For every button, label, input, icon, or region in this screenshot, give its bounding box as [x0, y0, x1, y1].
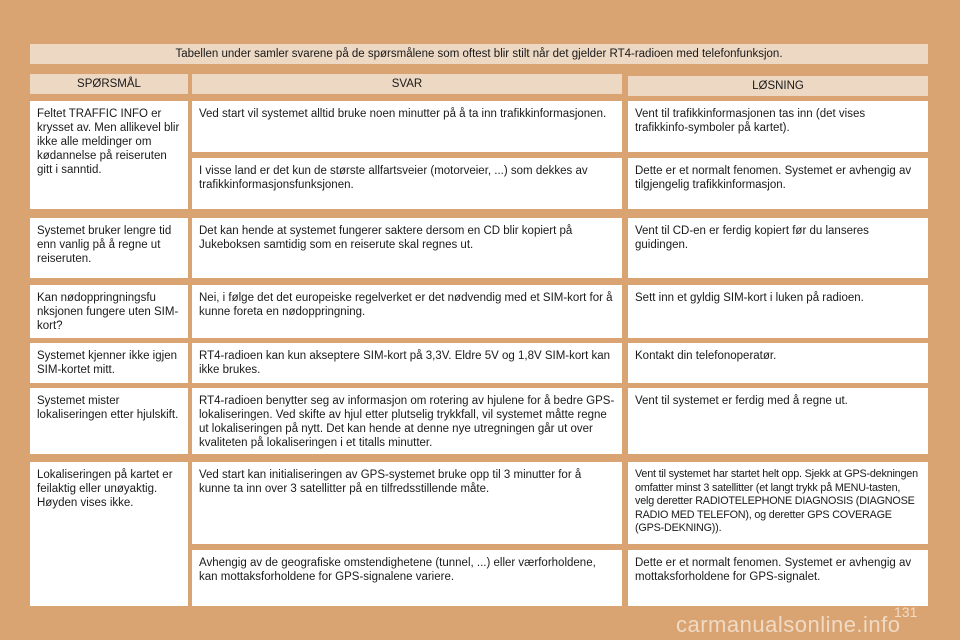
question-cell: Systemet kjenner ikke igjen SIM-kortet mitt. — [30, 343, 188, 383]
header-question: SPØRSMÅL — [30, 74, 188, 94]
solution-cell: Dette er et normalt fenomen. Systemet er avhengig av mottaksforholdene for GPS-signalet. — [628, 550, 928, 606]
header-answer: SVAR — [192, 74, 622, 94]
solution-cell: Vent til systemet er ferdig med å regne ut. — [628, 388, 928, 454]
header-solution: LØSNING — [628, 76, 928, 96]
solution-cell: Vent til trafikkinformasjonen tas inn (det vises trafikkinfo-symboler på kartet). — [628, 101, 928, 152]
question-cell: Systemet mister lokaliseringen etter hjulskift. — [30, 388, 188, 454]
solution-cell: Dette er et normalt fenomen. Systemet er avhengig av tilgjengelig trafikkinformasjon. — [628, 158, 928, 209]
solution-cell: Sett inn et gyldig SIM-kort i luken på radioen. — [628, 285, 928, 338]
answer-cell: Avhengig av de geografiske omstendighetene (tunnel, ...) eller værforholdene, kan mottaksforholdene for GPS-signalene variere. — [192, 550, 622, 606]
solution-cell: Vent til CD-en er ferdig kopiert før du lanseres guidingen. — [628, 218, 928, 278]
page-number: 131 — [894, 604, 918, 620]
solution-cell: Kontakt din telefonoperatør. — [628, 343, 928, 383]
question-cell: Feltet TRAFFIC INFO er krysset av. Men allikevel blir ikke alle meldinger om kødannelse på reiseruten gitt i sanntid. — [30, 101, 188, 209]
question-cell: Kan nødoppringningsfu nksjonen fungere uten SIM-kort? — [30, 285, 188, 338]
watermark-text: carmanualsonline.info — [676, 612, 901, 637]
question-cell: Lokaliseringen på kartet er feilaktig eller unøyaktig. Høyden vises ikke. — [30, 462, 188, 606]
answer-cell: Det kan hende at systemet fungerer saktere dersom en CD blir kopiert på Jukeboksen samtidig som en reiserute skal regnes ut. — [192, 218, 622, 278]
answer-cell: I visse land er det kun de største allfartsveier (motorveier, ...) som dekkes av trafikkinformasjonsfunksjonen. — [192, 158, 622, 209]
answer-cell: Ved start vil systemet alltid bruke noen minutter på å ta inn trafikkinformasjonen. — [192, 101, 622, 152]
answer-cell: Nei, i følge det det europeiske regelverket er det nødvendig med et SIM-kort for å kunne foreta en nødoppringning. — [192, 285, 622, 338]
intro-banner: Tabellen under samler svarene på de spørsmålene som oftest blir stilt når det gjelder RT4-radioen med telefonfunksjon. — [30, 44, 928, 64]
solution-cell: Vent til systemet har startet helt opp. Sjekk at GPS-dekningen omfatter minst 3 satellitter (et langt trykk på MENU-tasten, velg deretter RADIOTELEPHONE DIAGNOSIS (DIAGNOSE RADIO MED TELEFON), og deretter GPS COVERAGE (GPS-DEKNING)). — [628, 462, 928, 544]
answer-cell: Ved start kan initialiseringen av GPS-systemet bruke opp til 3 minutter for å kunne ta inn over 3 satellitter på en tilfredsstillende måte. — [192, 462, 622, 544]
question-cell: Systemet bruker lengre tid enn vanlig på å regne ut reiseruten. — [30, 218, 188, 278]
answer-cell: RT4-radioen benytter seg av informasjon om rotering av hjulene for å bedre GPS-lokaliseringen. Ved skifte av hjul etter plutselig trykkfall, vil systemet måtte regne ut lokaliseringen på nytt. Det kan hende at denne nye utregningen går ut over kvaliteten på lokaliseringen i et titalls minutter. — [192, 388, 622, 454]
answer-cell: RT4-radioen kan kun akseptere SIM-kort på 3,3V. Eldre 5V og 1,8V SIM-kort kan ikke brukes. — [192, 343, 622, 383]
